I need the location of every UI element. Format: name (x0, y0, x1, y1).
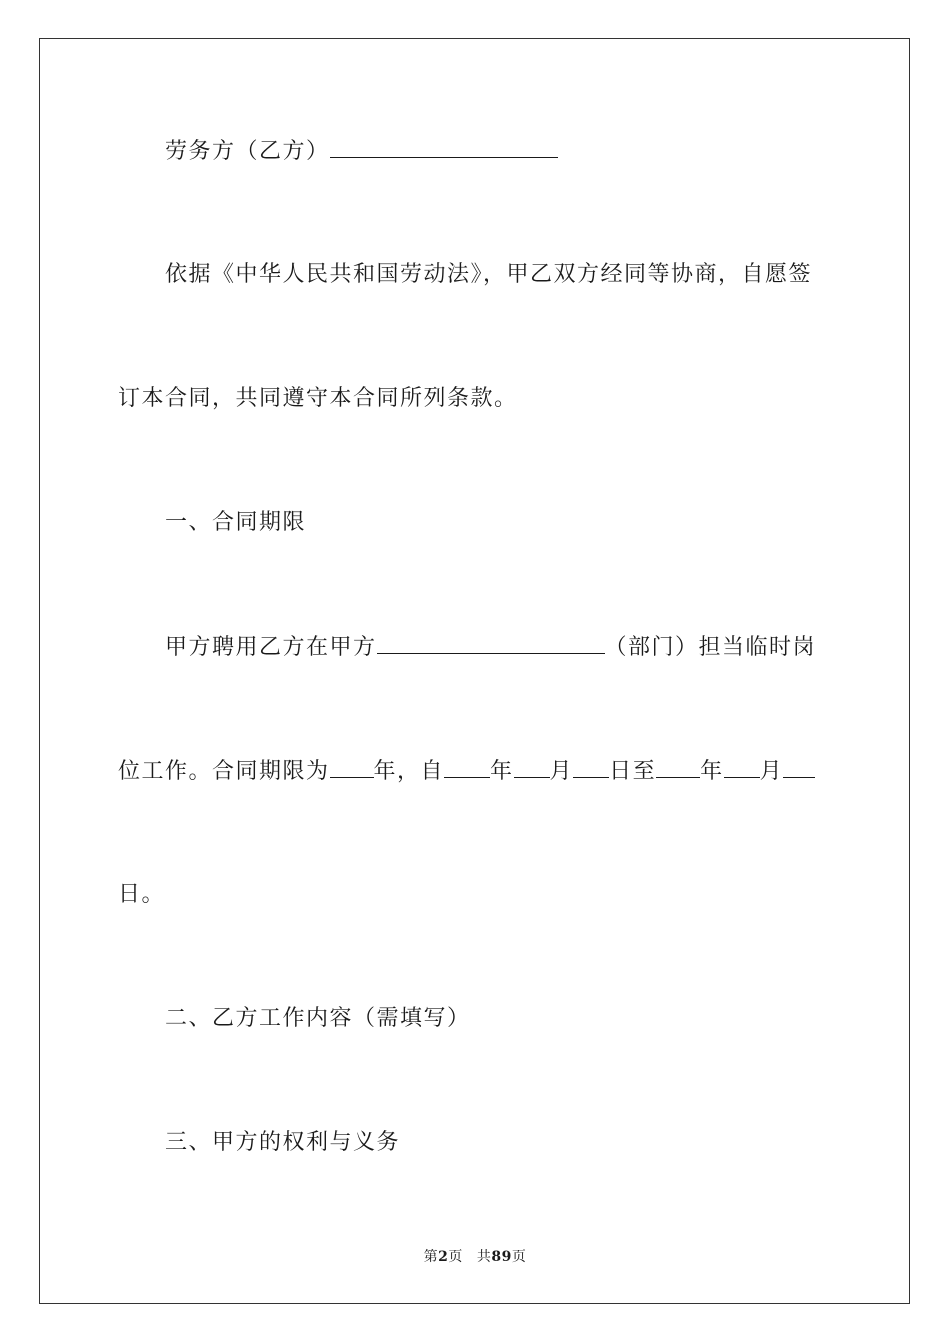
page-prefix: 第 (423, 1249, 439, 1265)
start-month-blank[interactable] (514, 757, 550, 778)
hire-text-b: （部门）担当临时岗 (604, 635, 817, 660)
hire-text-a: 甲方聘用乙方在甲方 (165, 635, 377, 660)
term-line-end: 日。 (118, 882, 166, 907)
page-suffix: 页 (448, 1249, 463, 1265)
section-heading-work-content: 二、乙方工作内容（需填写） (165, 1006, 471, 1031)
page-footer (0, 1247, 950, 1267)
labor-party-line (165, 137, 558, 166)
total-suffix: 页 (511, 1249, 527, 1265)
start-day-blank[interactable] (573, 757, 609, 778)
hire-line (165, 633, 816, 662)
page-border (39, 38, 910, 1304)
labor-party-blank[interactable] (330, 137, 558, 158)
page-number: 2 (438, 1249, 449, 1265)
term-text-c: 年 (490, 759, 514, 784)
total-prefix: 共 (476, 1249, 492, 1265)
term-text-g: 月 (759, 759, 784, 784)
term-text-b: 年，自 (373, 759, 445, 784)
term-text-a: 位工作。合同期限为 (118, 759, 330, 784)
section-heading-contract-term: 一、合同期限 (165, 510, 307, 535)
end-year-blank[interactable] (656, 757, 700, 778)
term-line (118, 757, 815, 786)
term-text-e: 日至 (609, 759, 657, 784)
end-day-blank[interactable] (783, 757, 815, 778)
term-text-f: 年 (700, 759, 724, 784)
term-years-blank[interactable] (330, 757, 374, 778)
start-year-blank[interactable] (444, 757, 490, 778)
end-month-blank[interactable] (724, 757, 760, 778)
term-text-d: 月 (549, 759, 574, 784)
section-heading-party-a-rights: 三、甲方的权利与义务 (165, 1130, 401, 1155)
basis-paragraph-line-2: 订本合同，共同遵守本合同所列条款。 (118, 386, 518, 411)
labor-party-label: 劳务方（乙方） (165, 139, 330, 164)
total-pages: 89 (491, 1249, 512, 1265)
department-blank[interactable] (377, 633, 605, 654)
basis-paragraph-line-1: 依据《中华人民共和国劳动法》，甲乙双方经同等协商，自愿签 (165, 262, 813, 287)
